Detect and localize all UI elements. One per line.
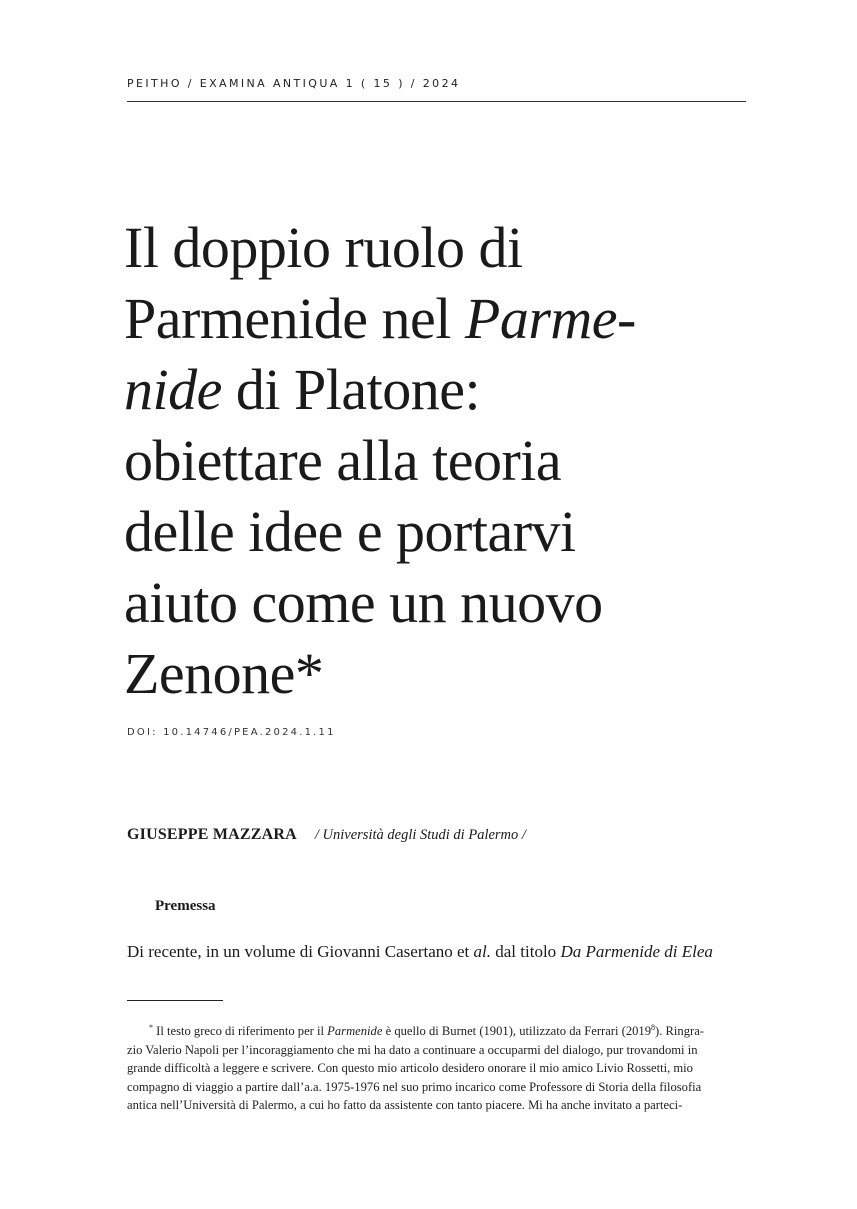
footnote-line-1-a: Il testo greco di riferimento per il: [156, 1024, 328, 1039]
footnote-line-4: compagno di viaggio a partire dall’a.a. 1975-1976 nel suo primo incarico come Professore di Storia della filosofia: [127, 1079, 702, 1094]
body-al: al.: [473, 942, 492, 961]
footnote-marker: *: [149, 1023, 153, 1032]
body-text-1: Di recente, in un volume di Giovanni Casertano et: [127, 942, 474, 961]
footnote-divider: [127, 1000, 223, 1001]
body-text-2: dal titolo: [491, 942, 561, 961]
title-line-2: [124, 283, 764, 354]
section-heading: Premessa: [155, 898, 216, 914]
title-line-3-italic: nide: [124, 357, 222, 422]
footnote-line-1-italic: Parmenide: [327, 1024, 383, 1039]
doi: DOI: 10.14746/PEA.2024.1.11: [127, 727, 336, 738]
footnote-line-5: antica nell’Università di Palermo, a cui ho fatto da assistente con tanto piacere. Mi ha anche invitato a parteci-: [127, 1098, 683, 1113]
footnote-line-1: [127, 1019, 743, 1041]
article-title: [124, 212, 764, 709]
footnote-line-3: grande difficoltà a leggere e scrivere. Con questo mio articolo desidero onorare il mio amico Livio Rossetti, mio: [127, 1061, 693, 1076]
author-block: [127, 826, 526, 844]
author-affiliation: / Università degli Studi di Palermo /: [314, 827, 526, 843]
title-line-3: [124, 354, 764, 425]
footnote: [127, 1019, 743, 1115]
author-name: GIUSEPPE MAZZARA: [127, 826, 297, 843]
footnote-line-1-b: è quello di Burnet (1901), utilizzato da Ferrari (2019: [382, 1024, 652, 1039]
body-paragraph: [127, 942, 747, 962]
footnote-line-1-sup: 8: [651, 1023, 656, 1032]
title-line-5: delle idee e portarvi: [124, 499, 576, 564]
footnote-line-1-c: ). Ringra-: [655, 1024, 704, 1039]
title-line-6: aiuto come un nuovo: [124, 570, 603, 635]
title-line-1: Il doppio ruolo di: [124, 215, 523, 280]
title-line-2-text: Parmenide nel: [124, 286, 465, 351]
title-line-3-text: di Platone:: [221, 357, 481, 422]
title-line-2-italic: Parme-: [464, 286, 636, 351]
body-book-title: Da Parmenide di Elea: [560, 942, 713, 961]
title-line-7: Zenone*: [124, 641, 324, 706]
footnote-line-2: zio Valerio Napoli per l’incoraggiamento che mi ha dato a continuare a occuparmi del dialogo, pur trovandomi in: [127, 1042, 698, 1057]
header-divider: [127, 101, 746, 102]
title-line-4: obiettare alla teoria: [124, 428, 562, 493]
running-head: PEITHO / EXAMINA ANTIQUA 1 ( 15 ) / 2024: [127, 77, 461, 90]
